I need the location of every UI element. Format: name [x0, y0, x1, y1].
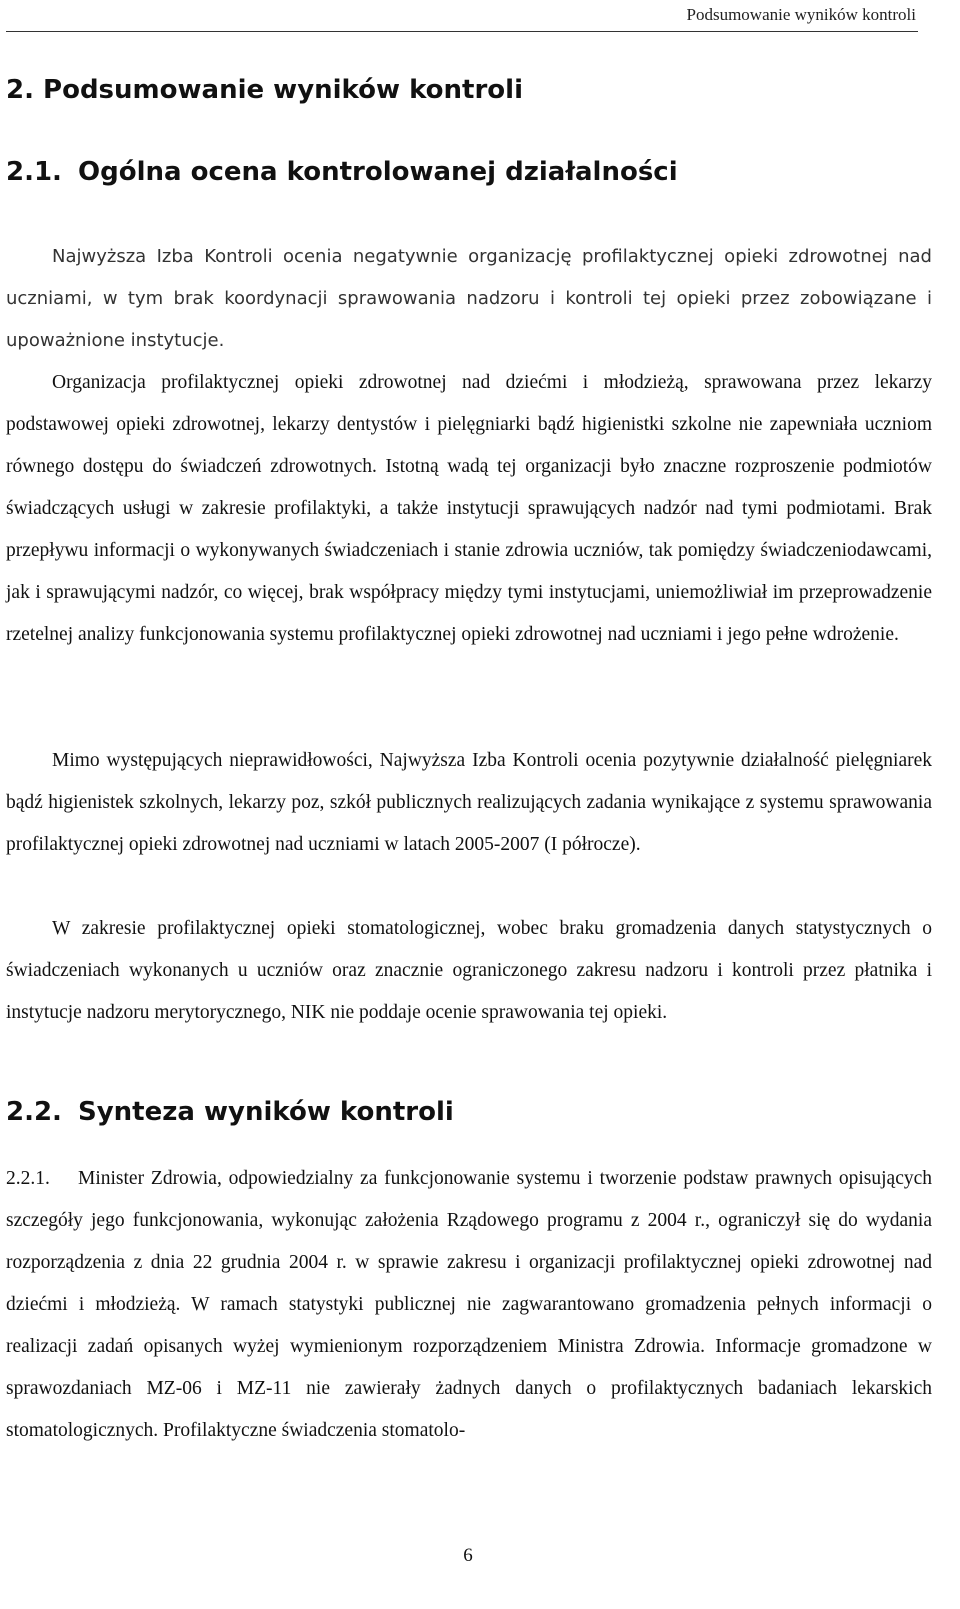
paragraph-organization: Organizacja profilaktycznej opieki zdrowotnej nad dziećmi i młodzieżą, sprawowana przez lekarzy podstawowej opieki zdrowotnej, lekarzy dentystów i pielęgniarki bądź higienistki szkolne nie zapewniała uczniom równego dostępu do świadczeń zdrowotnych. Istotną wadą tej organizacji było znaczne rozproszenie podmiotów świadczących usługi w zakresie profilaktyki, a także instytucji sprawujących nadzór nad tymi podmiotami. Brak przepływu informacji o wykonywanych świadczeniach i stanie zdrowia uczniów, tak pomiędzy świadczeniodawcami, jak i sprawującymi nadzór, co więcej, brak współpracy między tymi instytucjami, uniemożliwiał im przeprowadzenie rzetelnej analizy funkcjonowania systemu profilaktycznej opieki zdrowotnej nad uczniami i jego pełne wdrożenie. [6, 372, 932, 645]
paragraph-nik-assessment: Najwyższa Izba Kontroli ocenia negatywnie organizację profilaktycznej opieki zdrowotnej nad uczniami, w tym brak koordynacji sprawowania nadzoru i kontroli tej opieki przez zobowiązane i upoważnione instytucje. [6, 246, 932, 351]
subsection-2-title: Synteza wyników kontroli [78, 1097, 454, 1127]
paragraph-dental-care: W zakresie profilaktycznej opieki stomatologicznej, wobec braku gromadzenia danych statystycznych o świadczeniach wykonanych u uczniów oraz znacznie ograniczonego zakresu nadzoru i kontroli przez płatnika i instytucje nadzoru merytorycznego, NIK nie poddaje ocenie sprawowania tej opieki. [6, 918, 932, 1023]
page-number: 6 [463, 1545, 473, 1566]
header-divider [6, 31, 918, 32]
subsection-2-number: 2.2. [6, 1097, 62, 1127]
subsection-2-heading [6, 1092, 454, 1132]
item-number: 2.2.1. [6, 1168, 50, 1189]
paragraph-item-2-2-1 [6, 1158, 932, 1452]
subsection-1-title: Ogólna ocena kontrolowanej działalności [78, 157, 678, 187]
paragraph-positive-assessment: Mimo występujących nieprawidłowości, Najwyższa Izba Kontroli ocenia pozytywnie działalność pielęgniarek bądź higienistek szkolnych, lekarzy poz, szkół publicznych realizujących zadania wynikające z systemu sprawowania profilaktycznej opieki zdrowotnej nad uczniami w latach 2005-2007 (I półrocze). [6, 750, 932, 855]
item-text: Minister Zdrowia, odpowiedzialny za funkcjonowanie systemu i tworzenie podstaw prawnych opisujących szczegóły jego funkcjonowania, wykonując założenia Rządowego programu z 2004 r., ograniczył się do wydania rozporządzenia z dnia 22 grudnia 2004 r. w sprawie zakresu i organizacji profilaktycznej opieki zdrowotnej nad dziećmi i młodzieżą. W ramach statystyki publicznej nie zagwarantowano gromadzenia pełnych informacji o realizacji zadań opisanych wyżej wymienionym rozporządzeniem Ministra Zdrowia. Informacje gromadzone w sprawozdaniach MZ-06 i MZ-11 nie zawierały żadnych danych o profilaktycznych badaniach lekarskich stomatologicznych. Profilaktyczne świadczenia stomatolo- [6, 1168, 932, 1441]
section-number: 2. [6, 75, 34, 105]
section-heading [6, 70, 523, 110]
running-header: Podsumowanie wyników kontroli [686, 5, 916, 24]
subsection-1-number: 2.1. [6, 157, 62, 187]
subsection-1-heading [6, 152, 678, 192]
section-title: Podsumowanie wyników kontroli [43, 75, 523, 105]
